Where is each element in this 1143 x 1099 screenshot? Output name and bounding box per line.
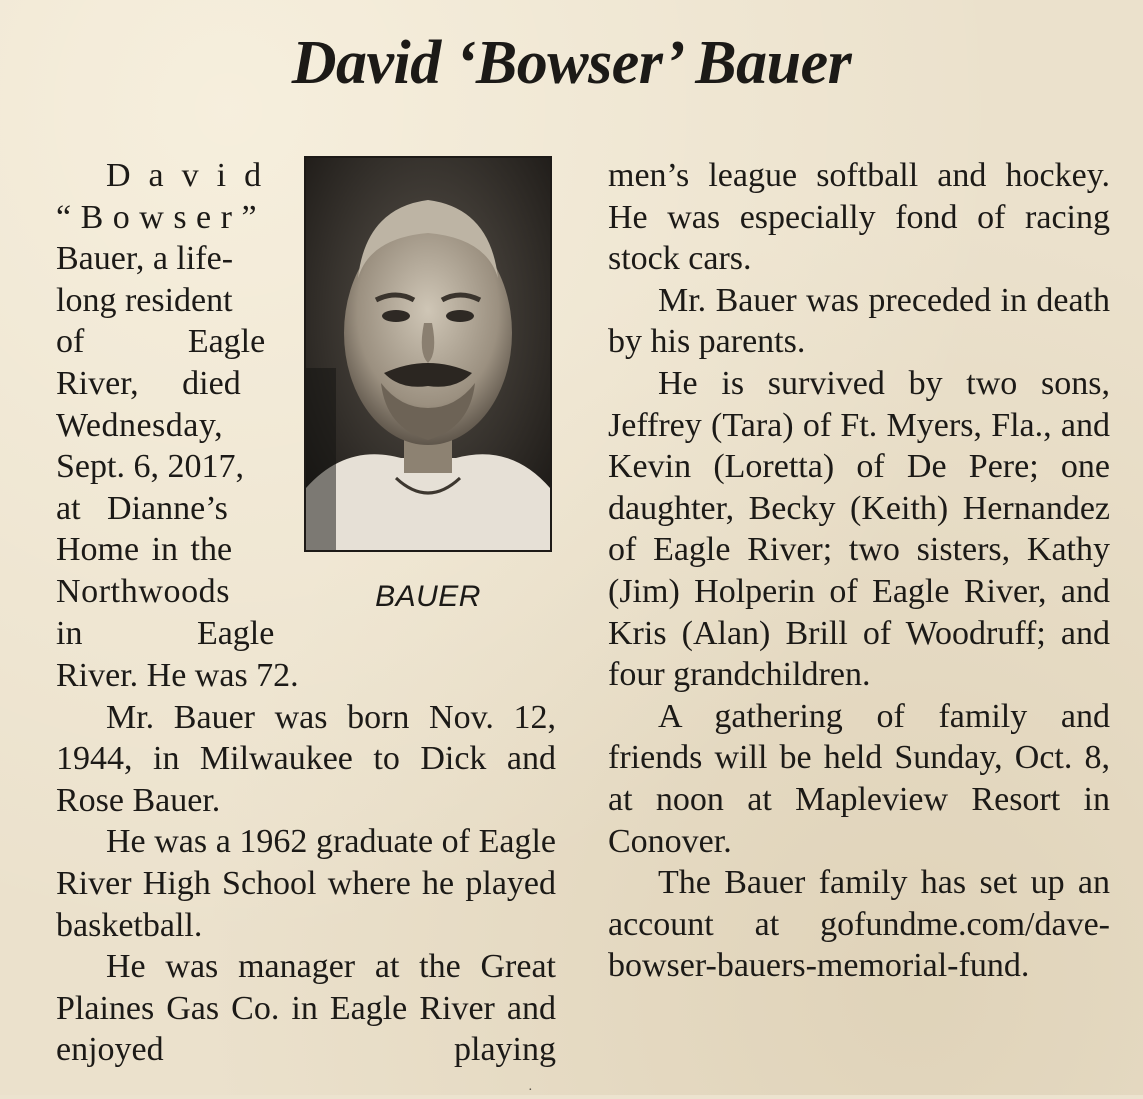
paragraph: He is survived by two sons, Jeffrey (Tara) of Ft. Myers, Fla., and Kevin (Loretta) of De Pere; one daughter, Becky (Keith) Hernandez of Eagle River; two sisters, Kathy (Jim) Holperin of Eagle River, and Kris (Alan) Brill of Woodruff; and four grandchildren. [608,364,1110,694]
paragraph: men’s league softball and hockey. He was especially fond of racing stock cars. [608,157,1110,278]
paragraph: A gathering of family and friends will be held Sunday, Oct. 8, at noon at Mapleview Resort in Conover. [608,697,1110,860]
lead-line: Bauer, a life- [56,240,234,278]
lead-line: Sept. 6, 2017, [56,448,244,486]
lead-line: David [106,157,280,194]
paragraph: Mr. Bauer was preceded in death by his parents. [608,281,1110,361]
lead-line: at Dianne’s [56,489,228,527]
lead-line: River, died [56,364,241,402]
paragraph: He was manager at the Great Plaines Gas Co. in Eagle River and enjoyed playing [56,948,556,1069]
lead-line: long resident [56,281,233,319]
lead-line: Home in the [56,531,233,569]
bottom-mark: · [528,1083,533,1098]
left-column-body [56,655,556,1071]
lead-line: Wednesday, [56,406,224,444]
lead-line: in Eagle [56,614,275,652]
paragraph: The Bauer family has set up an account at gofundme.com/dave-bowser-bauers-memorial-fund. [608,864,1110,985]
paragraph: He was a 1962 graduate of Eagle River High School where he played basketball. [56,823,556,944]
photo-caption: BAUER [375,580,481,613]
lead-paragraph [56,155,278,654]
headline: David ‘Bowser’ Bauer [291,29,852,97]
paragraph: Mr. Bauer was born Nov. 12, 1944, in Milwaukee to Dick and Rose Bauer. [56,698,556,819]
lead-line: Northwoods [56,572,231,610]
portrait-photo [304,156,552,552]
paragraph: River. He was 72. [56,657,299,694]
lead-line: “Bowser” [56,198,267,236]
right-column-body [608,155,1110,987]
lead-line: of Eagle [56,323,266,361]
portrait-image [306,158,550,550]
